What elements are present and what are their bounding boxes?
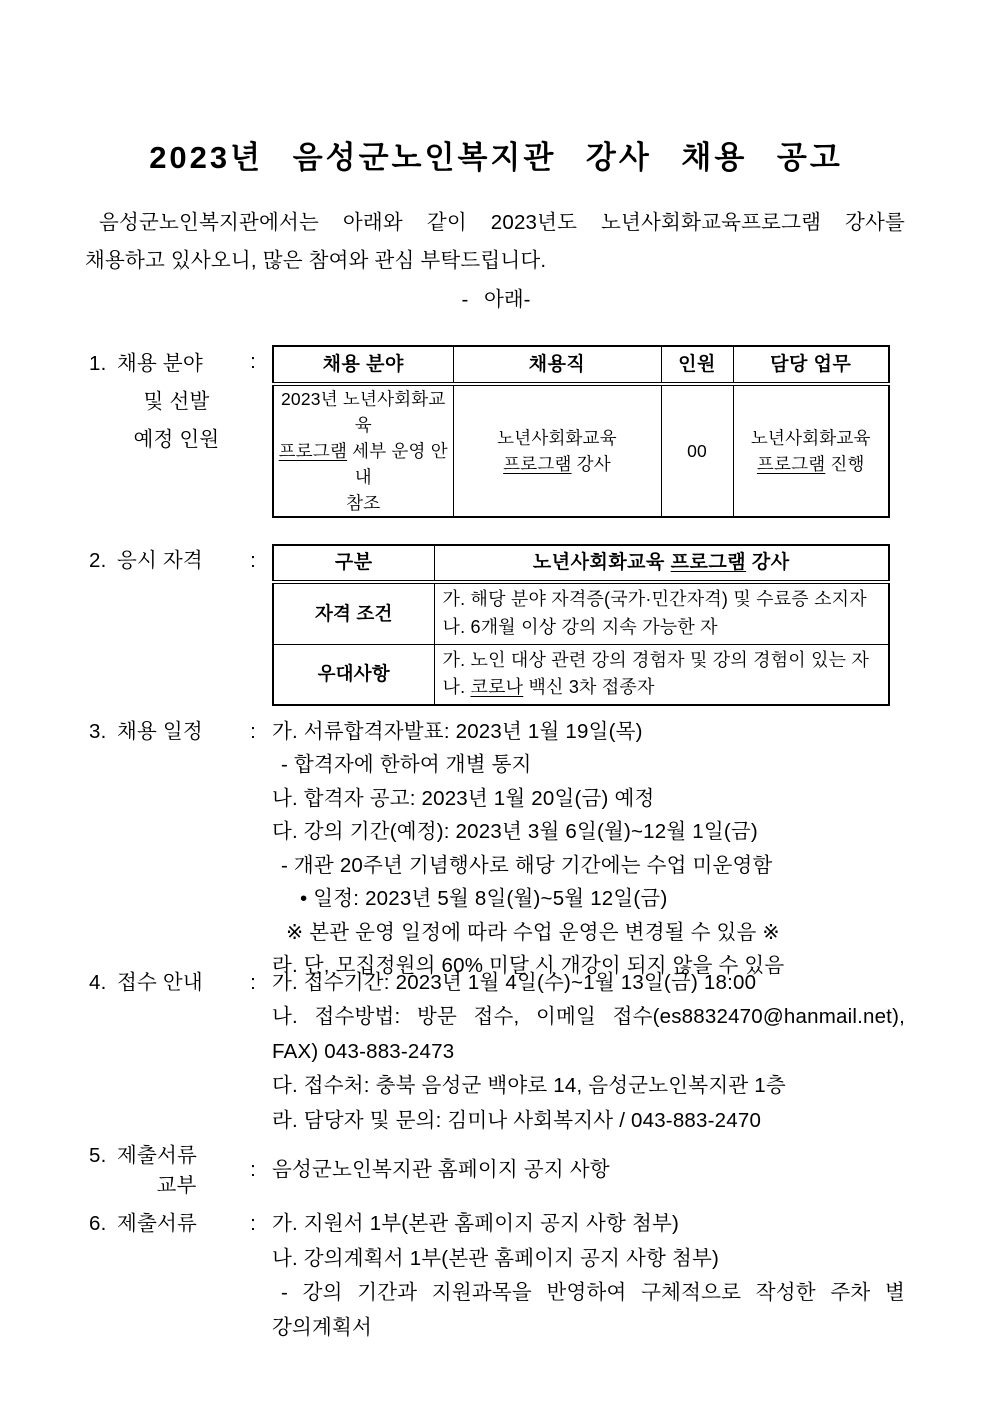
cell-preference-content: 가. 노인 대상 관련 강의 경험자 및 강의 경험이 있는 자 나. 코로나 백신 3차 접종자 bbox=[434, 644, 889, 705]
submit-line: 가. 지원서 1부(본관 홈페이지 공지 사항 첨부) bbox=[272, 1212, 679, 1236]
section-2-number: 2. bbox=[89, 549, 107, 572]
schedule-line: ※ 본관 운영 일정에 따라 수업 운영은 변경될 수 있음 ※ bbox=[286, 920, 780, 944]
submit-line: 나. 강의계획서 1부(본관 홈페이지 공지 사항 첨부) bbox=[272, 1246, 719, 1270]
cell-headcount: 00 bbox=[661, 384, 733, 517]
section-3-label bbox=[85, 715, 234, 749]
section-1-colon: : bbox=[250, 350, 256, 373]
section-qualification bbox=[85, 544, 905, 706]
below-marker: - 아래- bbox=[461, 288, 531, 311]
section-1-title-line3: 예정 인원 bbox=[133, 428, 220, 451]
recruit-field-table bbox=[272, 345, 890, 518]
section-1-title: 채용 분야 bbox=[117, 352, 203, 375]
section-2-title: 응시 자격 bbox=[117, 549, 203, 572]
application-line: 다. 접수처: 충북 음성군 백야로 14, 음성군노인복지관 1층 bbox=[272, 1074, 786, 1098]
section-5-title: 제출서류 bbox=[117, 1144, 198, 1168]
page-title: 2023년 음성군노인복지관 강사 채용 공고 bbox=[149, 140, 843, 175]
section-document-issue bbox=[85, 1138, 905, 1201]
schedule-line: 가. 서류합격자발표: 2023년 1월 19일(목) bbox=[272, 719, 643, 743]
cell-recruit-field: 2023년 노년사회화교육 프로그램 세부 운영 안내 참조 bbox=[273, 384, 453, 517]
cell-preference-label: 우대사항 bbox=[273, 644, 434, 705]
section-6-label bbox=[85, 1207, 234, 1241]
section-3-colon: : bbox=[250, 719, 256, 743]
section-4-number: 4. bbox=[89, 970, 107, 994]
application-line: 나. 접수방법: 방문 접수, 이메일 접수(es8832470@hanmail.net), bbox=[272, 1005, 905, 1029]
application-line: 가. 접수기간: 2023년 1월 4일(수)~1월 13일(금) 18:00 bbox=[272, 970, 757, 994]
submit-line: 강의계획서 bbox=[272, 1315, 373, 1339]
section-2-colon: : bbox=[250, 549, 256, 572]
section-4-label bbox=[85, 966, 234, 1000]
column-header: 담당 업무 bbox=[733, 346, 889, 384]
cell-recruit-position: 노년사회화교육 프로그램 강사 bbox=[453, 384, 661, 517]
section-recruit-field bbox=[85, 345, 905, 518]
section-document-submit bbox=[85, 1207, 905, 1345]
column-header: 인원 bbox=[661, 346, 733, 384]
section-5-label bbox=[85, 1138, 234, 1201]
intro-line-1: 음성군노인복지관에서는 아래와 같이 2023년도 노년사회화교육프로그램 강사를 bbox=[99, 211, 905, 234]
section-6-number: 6. bbox=[89, 1212, 107, 1236]
submit-line: - 강의 기간과 지원과목을 반영하여 구체적으로 작성한 주차 별 bbox=[281, 1281, 905, 1305]
schedule-line: 라. 단, 모집정원의 60% 미달 시 개강이 되지 않을 수 있음 bbox=[272, 954, 785, 977]
section-5-title-line2: 교부 bbox=[156, 1174, 197, 1198]
intro-paragraph bbox=[85, 204, 905, 280]
section-3-title: 채용 일정 bbox=[117, 719, 203, 743]
application-line: FAX) 043-883-2473 bbox=[272, 1039, 455, 1063]
schedule-line: • 일정: 2023년 5월 8일(월)~5월 12일(금) bbox=[300, 887, 668, 910]
schedule-line: - 합격자에 한하여 개별 통지 bbox=[281, 753, 532, 776]
schedule-line: 다. 강의 기간(예정): 2023년 3월 6일(월)~12월 1일(금) bbox=[272, 820, 758, 843]
table-header-row bbox=[273, 545, 889, 582]
section-application bbox=[85, 966, 905, 1139]
section-3-number: 3. bbox=[89, 719, 107, 743]
section-6-title: 제출서류 bbox=[117, 1212, 198, 1236]
application-line: 라. 담당자 및 문의: 김미나 사회복지사 / 043-883-2470 bbox=[272, 1108, 762, 1132]
section-1-title-line2: 및 선발 bbox=[143, 390, 210, 413]
section-1-label bbox=[85, 345, 234, 459]
table-row bbox=[273, 384, 889, 517]
column-header: 노년사회화교육 프로그램 강사 bbox=[434, 545, 889, 582]
section-5-colon: : bbox=[250, 1157, 256, 1181]
section-5-number: 5. bbox=[89, 1144, 107, 1168]
section-1-number: 1. bbox=[89, 352, 107, 375]
schedule-line: - 개관 20주년 기념행사로 해당 기간에는 수업 미운영함 bbox=[281, 853, 773, 877]
schedule-line: 나. 합격자 공고: 2023년 1월 20일(금) 예정 bbox=[272, 786, 655, 810]
section-4-colon: : bbox=[250, 970, 256, 994]
cell-qualification-label: 자격 조건 bbox=[273, 582, 434, 645]
section-6-colon: : bbox=[250, 1212, 256, 1236]
section-2-label bbox=[85, 544, 234, 578]
table-row bbox=[273, 644, 889, 705]
section-4-title: 접수 안내 bbox=[117, 970, 203, 994]
document-issue-line: 음성군노인복지관 홈페이지 공지 사항 bbox=[272, 1157, 610, 1181]
cell-duty: 노년사회화교육 프로그램 진행 bbox=[733, 384, 889, 517]
column-header: 채용 분야 bbox=[273, 346, 453, 384]
qualification-table bbox=[272, 544, 890, 706]
cell-qualification-content: 가. 해당 분야 자격증(국가·민간자격) 및 수료증 소지자 나. 6개월 이상 강의 지속 가능한 자 bbox=[434, 582, 889, 645]
section-schedule bbox=[85, 715, 905, 983]
column-header: 구분 bbox=[273, 545, 434, 582]
table-header-row bbox=[273, 346, 889, 384]
column-header: 채용직 bbox=[453, 346, 661, 384]
intro-line-2: 채용하고 있사오니, 많은 참여와 관심 부탁드립니다. bbox=[85, 249, 547, 272]
table-row bbox=[273, 582, 889, 645]
